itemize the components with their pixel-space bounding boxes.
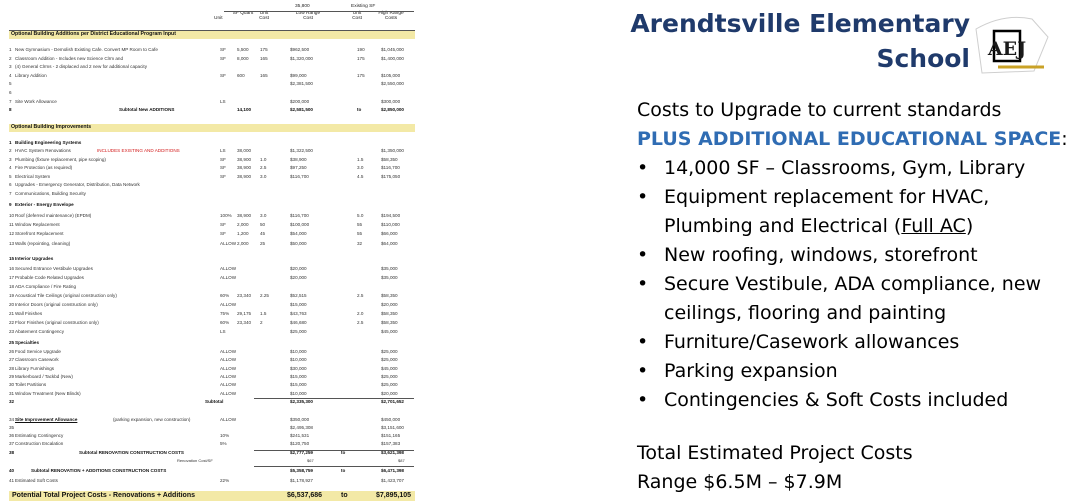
section-improvements-title: Optional Building Improvements [9,124,415,132]
logo-letters: AEJ [987,38,1027,60]
table-row: 27 Classroom Casework ALLOW $10,000 $25,000 [9,357,398,363]
table-row: 3 (4) General Clrms - 2 displaced and 2 new for additional capacity [9,64,148,70]
table-row: 32 Subtotal $2,335,300 $2,701,652 [9,398,404,404]
total-range: Range $6.5M – $7.9M [637,471,843,493]
table-row: 3 Plumbing (fixture replacement, pipe scoping) SF 38,900 1.0 $38,900 1.5 $58,350 [9,156,398,162]
header-low-range: Low Range Cost [295,11,321,21]
title-line-2: School [876,44,970,73]
table-row: 2 HVAC System Renovations LS 38,000 $1,322,500 $1,350,000 INCLUDES EXISTING AND ADDITIONS [9,148,404,153]
header-unit-cost-2: Unit Cost [352,11,362,21]
bullet-list [637,154,1077,415]
row-soft-costs: 41 Estimated Soft Costs 22% $1,178,927 $1,423,707 [9,478,404,483]
bullet-item: • Contingencies & Soft Costs included [637,386,1077,415]
row-site-improvement: 34 Site Improvement Allowance (parking expansion, new construction) ALLOW $350,000 $450,000 [9,417,401,422]
table-row: 8 Subtotal New ADDITIONS 14,100 $2,581,500 to $2,850,000 [9,107,404,113]
header-existing-sf: Existing SF [351,4,376,9]
header-sf-quant: SF Quant [232,11,254,16]
title-line-1: Arendtsville Elementary [630,9,970,38]
subheading-building-systems: 1 Building Engineering Systems [9,140,82,145]
full-ac-link: Full AC [901,215,966,237]
row-total-project-costs: Potential Total Project Costs - Renovations + Additions $6,537,686 to $7,895,105 [9,491,415,501]
table-row: 22 Floor Finishes (original construction only) 60% 23,340 2 $46,680 2.5 $58,350 [9,320,398,325]
table-row: 26 Food Service Upgrade ALLOW $10,000 $25,000 [9,349,398,354]
table-row: 19 Acoustical Tile Ceilings (original construction only) 60% 23,340 2.25 $52,515 2.5 $58,350 [9,293,398,298]
row-construction-escalation: 37 Construction Escalation 5% $120,750 $157,383 [9,441,401,446]
table-row: 17 Probable Code Related Upgrades ALLOW $20,000 $35,000 [9,275,398,280]
bullet-item: • 14,000 SF – Classrooms, Gym, Library [637,154,1077,183]
slide-title [630,6,970,76]
sheet-header [9,3,415,31]
table-row: 20 Interior Doors (original construction only) ALLOW $15,000 $20,000 [9,302,398,307]
subheading-exterior: 9 Exterior - Energy Envelope [9,202,74,207]
total-estimate [637,439,913,497]
row-subtotal-renovation-additions: 40 Subtotal RENOVATION + ADDITIONS CONSTRUCTION COSTS $5,358,759 to $6,471,398 [9,468,404,473]
table-row: 30 Toilet Partitions ALLOW $15,000 $25,000 [9,382,398,388]
bullet-item: • Secure Vestibule, ADA compliance, new ceilings, flooring and painting [637,270,1077,328]
school-logo [974,13,1050,75]
bullet-item: • Furniture/Casework allowances [637,328,1077,357]
intro-accent: PLUS ADDITIONAL EDUCATIONAL SPACE [637,128,1062,150]
intro-line: Costs to Upgrade to current standards [637,99,1002,121]
table-row: 2 Classroom Addition - Includes new Science Clrm and SF 8,000 165 $1,320,000 175 $1,400,000 [9,55,404,61]
header-unit-cost: Unit Cost [259,11,269,21]
table-row: 6 Upgrades - Emergency Generator, Distribution, Data Network [9,182,140,188]
table-row: 5 Electrical System SF 38,900 3.0 $116,700 4.5 $175,050 [9,173,401,179]
slide-body [637,96,1077,493]
header-unit: Unit [214,16,223,21]
table-row: 16 Secured Entrance Vestibule Upgrades ALLOW $20,000 $35,000 [9,266,398,271]
total-label: Total Estimated Project Costs [637,442,913,464]
table-row: 13 Walls (repointing, cleaning) ALLOW 2,000 25 $50,000 32 $64,000 [9,240,398,246]
table-row: 18 ADA Compliance / Fire Rating [9,284,77,289]
table-row: 10 Roof (deferred maintenance) (EPDM) 100% 38,900 3.0 $116,700 5.0 $194,500 [9,213,401,218]
intro-accent-line: PLUS ADDITIONAL EDUCATIONAL SPACE: [637,128,1068,150]
table-row: 28 Library Furnishings ALLOW $30,000 $45,000 [9,365,398,371]
header-high-range: High Range Costs [378,11,404,21]
bullet-item: • Equipment replacement for HVAC, Plumbing and Electrical (Full AC) [637,183,1077,241]
table-row: 4 Fire Protection (as required) SF 38,900 2.5 $97,250 3.0 $116,700 [9,165,400,171]
table-row: 1 New Gymnasium - Demolish Existing Cafe. Convert MP Room to Cafe SF 5,500 175 $962,500 190 $1,045,000 [9,47,404,52]
row-35: 35 $2,495,308 $3,151,600 [9,425,404,430]
row-estimating-contingency: 36 Estimating Contingency 10% $241,531 $151,165 [9,433,401,438]
table-row: 29 Markerboard / Tackbd (New) ALLOW $15,000 $25,000 [9,373,398,379]
table-row: 12 Storefront Replacement SF 1,200 45 $54,000 55 $66,000 [9,231,398,237]
table-row: 4 Library Addition SF 600 165 $99,000 175 $105,000 [9,72,401,78]
bullet-item: • New roofing, windows, storefront [637,241,1077,270]
table-row: 23 Abatement Contingency LS $25,000 $45,000 [9,329,398,334]
cost-spreadsheet [9,3,415,501]
section-additions-title: Optional Building Additions per District Educational Program Input [9,31,415,39]
table-row: 21 Wall Finishes 75% 29,175 1.5 $43,763 2.0 $58,350 [9,311,398,316]
row-renovation-cost-sf: Renovation Cost/SF $67 $87 [177,458,405,463]
table-row: 11 Window Replacement SF 2,000 50 $100,000 55 $110,000 [9,222,400,228]
row-subtotal-renovation: 38 Subtotal RENOVATION CONSTRUCTION COSTS $2,777,259 to $3,621,398 [9,450,404,455]
bullet-item: • Parking expansion [637,357,1077,386]
table-row: 5 $2,381,500 $2,550,000 [9,81,404,87]
subheading-specialties: 25 Specialties [9,340,40,345]
table-row: 6 [9,90,12,95]
header-top-sf: 35,800 [295,4,310,9]
table-row: 7 Communications, Building Security [9,191,86,196]
subheading-interior: 15 Interior Upgrades [9,256,54,261]
table-row: 31 Window Treatment (New Blinds) ALLOW $10,000 $20,000 [9,390,398,396]
table-row: 7 Site Work Allowance LS $200,000 $300,000 [9,98,401,104]
